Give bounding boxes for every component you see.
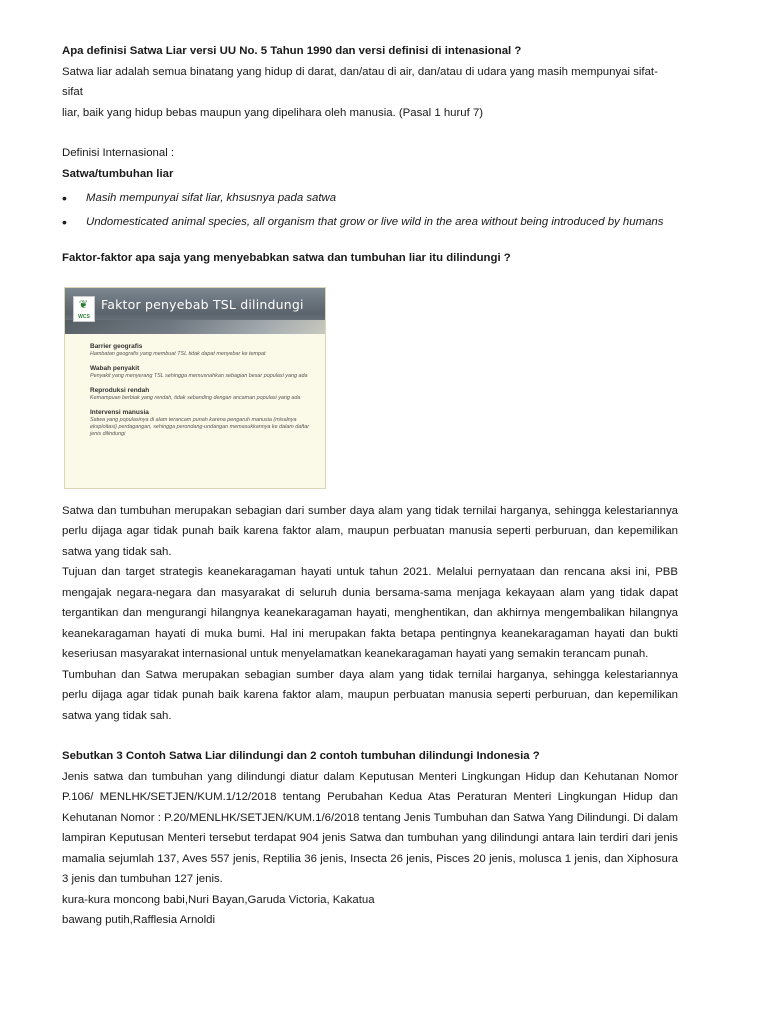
slide-item-title: Intervensi manusia: [90, 408, 149, 416]
question-1-heading: Apa definisi Satwa Liar versi UU No. 5 Tahun 1990 dan versi definisi di intenasional ?: [62, 45, 522, 57]
slide-body: [90, 343, 310, 445]
slide-item: [90, 343, 310, 358]
document-content: [62, 41, 678, 931]
bullet-icon: •: [62, 190, 67, 206]
slide-header: [65, 288, 325, 334]
leaf-icon: ❦: [78, 298, 89, 311]
answer-1-line-1: Satwa liar adalah semua binatang yang hidup di darat, dan/atau di air, dan/atau di udara yang masih mempunyai sifat-sifat: [62, 65, 658, 98]
question-2-heading: Faktor-faktor apa saja yang menyebabkan satwa dan tumbuhan liar itu dilindungi ?: [62, 252, 511, 264]
answer-2-paragraph-1: Satwa dan tumbuhan merupakan sebagian dari sumber daya alam yang tidak ternilai harganya, sehingga kelestariannya perlu dijaga agar tidak punah baik karena faktor alam, maupun perbuatan manusia seperti perburuan, dan kepemilikan satwa yang tidak sah.: [62, 504, 678, 558]
question-3-heading: Sebutkan 3 Contoh Satwa Liar dilindungi dan 2 contoh tumbuhan dilindungi Indonesia ?: [62, 750, 540, 762]
slide-item-title: Wabah penyakit: [90, 364, 140, 372]
wcs-logo: [73, 296, 95, 322]
slide-item-desc: Kemampuan berbiak yang rendah, tidak sebanding dengan ancaman populasi yang ada: [90, 394, 301, 401]
international-definition-label: Definisi Internasional :: [62, 147, 175, 159]
slide-item-desc: Satwa yang populasinya di alam terancam punah karena pengaruh manusia (misalnya eksploitasi) perdagangan, sehingga perondang-undangan memasukkannya ke dalam daftar jenis dilindungi: [90, 416, 310, 437]
bullet-text: Undomesticated animal species, all organism that grow or live wild in the area without being introduced by humans: [86, 216, 664, 228]
answer-2-paragraph-2: Tujuan dan target strategis keanekaragaman hayati untuk tahun 2021. Melalui pernyataan dan rencana aksi ini, PBB mengajak negara-negara dan masyarakat di seluruh dunia bersama-sama menjaga kekayaan alam yang tidak dapat tergantikan dan mengurangi hilangnya keanekaragaman hayati, menghentikan, dan akhirnya mengembalikan hilangnya keanekaragaman hayati di muka bumi. Hal ini merupakan fakta betapa pentingnya keanekaragaman hayati dan bukti keseriusan masyarakat internasional untuk menyelamatkan keanekaragaman hayati yang semakin terancam punah.: [62, 566, 678, 660]
answer-2-paragraph-3: Tumbuhan dan Satwa merupakan sebagian sumber daya alam yang tidak ternilai harganya, sehingga kelestariannya perlu dijaga agar tidak punah baik karena faktor alam, maupun perbuatan manusia seperti perburuan, dan kepemilikan satwa yang tidak sah.: [62, 668, 678, 722]
list-item: [62, 210, 678, 234]
bullet-icon: •: [62, 214, 67, 230]
slide-item: [90, 365, 310, 380]
answer-1-line-2: liar, baik yang hidup bebas maupun yang dipelihara oleh manusia. (Pasal 1 huruf 7): [62, 106, 484, 119]
slide-item: [90, 387, 310, 402]
definition-bullet-list: [62, 186, 678, 234]
slide-image: [64, 287, 326, 489]
spacer: [62, 234, 678, 248]
slide-item-desc: Penyakit yang menyerang TSL sehingga memusnahkan sebagian besar populasi yang ada: [90, 372, 308, 379]
slide-item-title: Reproduksi rendah: [90, 386, 150, 394]
slide-image-container: [64, 287, 678, 493]
definition-subheading: Satwa/tumbuhan liar: [62, 167, 174, 180]
slide-item-title: Barrier geografis: [90, 342, 143, 350]
slide-item: [90, 409, 310, 438]
slide-item-desc: Hambatan geografis yang membuat TSL tidak dapat menyebar ke tempat: [90, 350, 266, 357]
spacer: [62, 123, 678, 143]
list-item: [62, 186, 678, 210]
logo-text: WCS: [78, 313, 90, 320]
answer-3-paragraph: Jenis satwa dan tumbuhan yang dilindungi diatur dalam Keputusan Menteri Lingkungan Hidup dan Kehutanan Nomor P.106/ MENLHK/SETJEN/KUM.1/12/2018 tentang Perubahan Kedua Atas Peraturan Menteri Lingkungan Hidup dan Kehutanan Nomor : P.20/MENLHK/SETJEN/KUM.1/6/2018 tentang Jenis Tumbuhan dan Satwa Yang Dilindungi. Di dalam lampiran Keputusan Menteri tersebut terdapat 904 jenis Satwa dan tumbuhan yang dilindungi antara lain terdiri dari jenis mamalia sejumlah 137, Aves 557 jenis, Reptilia 36 jenis, Insecta 26 jenis, Pisces 20 jenis, molusca 1 jenis, dan Xiphosura 3 jenis dan tumbuhan 127 jenis.: [62, 770, 678, 885]
bullet-text: Masih mempunyai sifat liar, khsusnya pada satwa: [86, 192, 337, 204]
spacer: [62, 726, 678, 746]
protected-plants-list: bawang putih,Rafflesia Arnoldi: [62, 914, 216, 926]
slide-title: Faktor penyebab TSL dilindungi: [101, 296, 304, 312]
protected-animals-list: kura-kura moncong babi,Nuri Bayan,Garuda Victoria, Kakatua: [62, 893, 375, 906]
